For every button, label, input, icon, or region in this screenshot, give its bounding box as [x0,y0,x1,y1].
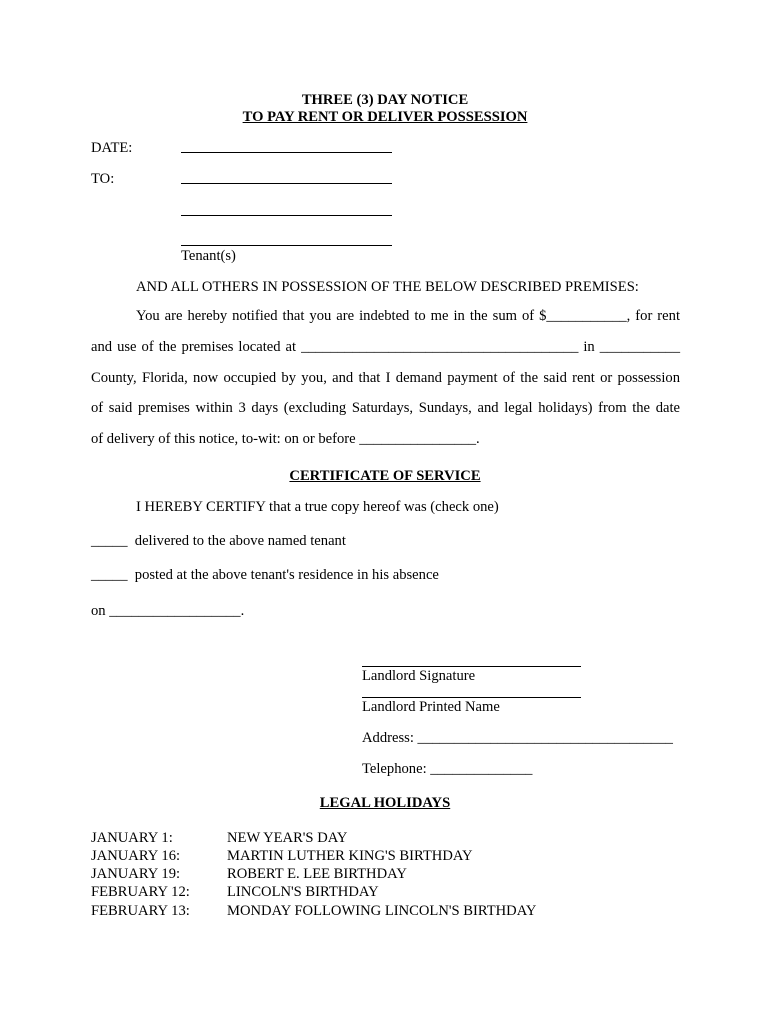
tenant-name-line-3[interactable] [181,245,392,246]
tenant-name-line-2[interactable] [181,215,392,216]
holiday-name: LINCOLN'S BIRTHDAY [227,884,379,900]
holiday-name: MONDAY FOLLOWING LINCOLN'S BIRTHDAY [227,903,537,919]
landlord-signature-label: Landlord Signature [362,668,476,684]
holiday-date: FEBRUARY 13: [91,903,190,919]
service-option-posted[interactable]: _____ posted at the above tenant's residence in his absence [91,567,439,583]
legal-holidays-heading: LEGAL HOLIDAYS [319,795,451,811]
body-line-1: You are hereby notified that you are indebted to me in the sum of $___________, for rent [136,308,680,324]
holiday-name: ROBERT E. LEE BIRTHDAY [227,866,407,882]
holiday-name: NEW YEAR'S DAY [227,830,348,846]
all-others-line: AND ALL OTHERS IN POSSESSION OF THE BELOW DESCRIBED PREMISES: [136,279,639,295]
landlord-printed-name-line[interactable] [362,697,581,698]
tenant-caption: Tenant(s) [181,248,236,264]
tenant-name-line-1[interactable] [181,183,392,184]
notice-subtitle: TO PAY RENT OR DELIVER POSSESSION [242,109,528,125]
holiday-date: FEBRUARY 12: [91,884,190,900]
landlord-printed-name-label: Landlord Printed Name [362,699,500,715]
body-line-4: of said premises within 3 days (excluding Saturdays, Sundays, and legal holidays) from the date [91,400,680,416]
service-date-line[interactable]: on __________________. [91,603,245,619]
service-option-delivered[interactable]: _____ delivered to the above named tenant [91,533,346,549]
body-line-3: County, Florida, now occupied by you, and that I demand payment of the said rent or possession [91,370,680,386]
date-label: DATE: [91,140,133,156]
date-field-line[interactable] [181,152,392,153]
body-line-2: and use of the premises located at ______________________________________ in ___________ [91,339,680,355]
holiday-date: JANUARY 16: [91,848,181,864]
certificate-heading: CERTIFICATE OF SERVICE [289,468,481,484]
telephone-field[interactable]: Telephone: ______________ [362,761,533,777]
holiday-date: JANUARY 19: [91,866,181,882]
holiday-date: JANUARY 1: [91,830,173,846]
notice-title: THREE (3) DAY NOTICE [301,92,469,108]
certify-statement: I HEREBY CERTIFY that a true copy hereof was (check one) [136,499,499,515]
address-field[interactable]: Address: ___________________________________ [362,730,673,746]
to-label: TO: [91,171,115,187]
body-line-5: of delivery of this notice, to-wit: on or before ________________. [91,431,480,447]
holiday-name: MARTIN LUTHER KING'S BIRTHDAY [227,848,473,864]
landlord-signature-line[interactable] [362,666,581,667]
